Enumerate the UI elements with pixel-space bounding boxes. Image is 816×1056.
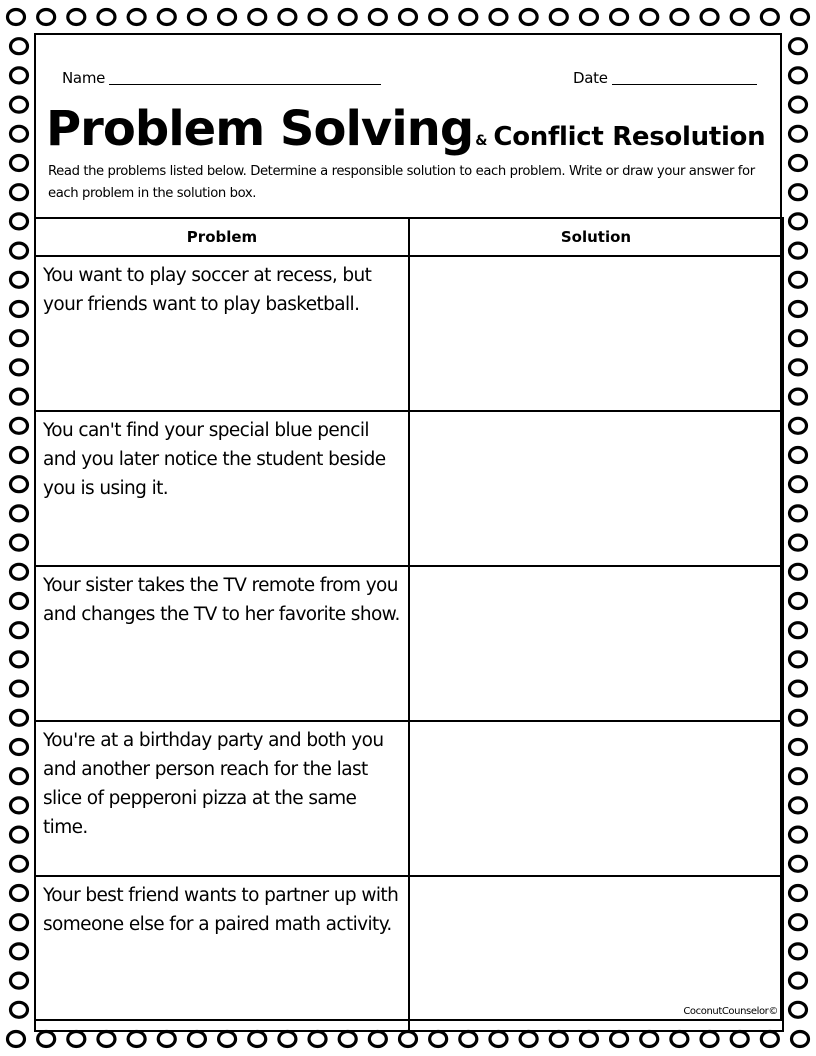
date-field[interactable] (573, 69, 757, 87)
table-row (35, 566, 783, 721)
circle-ring-icon (158, 10, 175, 25)
title-main: Problem Solving (46, 101, 474, 157)
circle-ring-icon (792, 10, 809, 25)
circle-ring-icon (219, 1032, 236, 1047)
circle-ring-icon (11, 272, 28, 287)
circle-ring-icon (11, 769, 28, 784)
circle-ring-icon (490, 10, 507, 25)
circle-ring-icon (11, 448, 28, 463)
circle-ring-icon (790, 39, 807, 54)
circle-ring-icon (790, 827, 807, 842)
circle-ring-icon (68, 10, 85, 25)
circle-ring-icon (400, 10, 417, 25)
date-label: Date (573, 69, 608, 87)
circle-ring-icon (790, 389, 807, 404)
circle-ring-icon (11, 740, 28, 755)
circle-ring-icon (520, 10, 537, 25)
circle-ring-icon (430, 10, 447, 25)
circle-ring-icon (790, 623, 807, 638)
circle-ring-icon (68, 1032, 85, 1047)
circle-ring-icon (790, 769, 807, 784)
problem-cell (35, 721, 409, 876)
circle-ring-icon (11, 389, 28, 404)
problem-text: Your sister takes the TV remote from you and changes the TV to her favorite show. (43, 575, 400, 625)
circle-ring-icon (11, 623, 28, 638)
circle-ring-icon (11, 798, 28, 813)
problem-text: You're at a birthday party and both you and another person reach for the last slice of pepperoni pizza at the same time. (43, 730, 384, 838)
circle-ring-icon (790, 360, 807, 375)
circle-ring-icon (11, 535, 28, 550)
table-row (35, 411, 783, 566)
circle-ring-icon (11, 944, 28, 959)
circle-ring-icon (38, 1032, 55, 1047)
table-row (35, 721, 783, 876)
circle-ring-icon (11, 360, 28, 375)
circle-ring-icon (11, 156, 28, 171)
circle-ring-icon (790, 331, 807, 346)
circle-ring-icon (701, 10, 718, 25)
table-row (35, 876, 783, 1031)
circle-ring-icon (790, 856, 807, 871)
circle-ring-icon (11, 302, 28, 317)
circle-ring-icon (339, 10, 356, 25)
circle-ring-icon (641, 10, 658, 25)
circle-ring-icon (11, 243, 28, 258)
problem-text: Your best friend wants to partner up with someone else for a paired math activity. (43, 885, 399, 935)
problem-cell (35, 566, 409, 721)
circle-ring-icon (550, 10, 567, 25)
circle-ring-icon (580, 10, 597, 25)
circle-ring-icon (128, 1032, 145, 1047)
circle-ring-icon (790, 243, 807, 258)
circle-ring-icon (790, 740, 807, 755)
circle-ring-icon (790, 185, 807, 200)
problem-text: You can't find your special blue pencil and you later notice the student beside you is using it. (43, 420, 386, 499)
circle-ring-icon (309, 10, 326, 25)
circle-ring-icon (11, 652, 28, 667)
circle-ring-icon (11, 886, 28, 901)
circle-ring-icon (11, 477, 28, 492)
circle-ring-icon (790, 448, 807, 463)
circle-ring-icon (279, 10, 296, 25)
circle-ring-icon (11, 214, 28, 229)
circle-ring-icon (8, 1032, 25, 1047)
circle-ring-icon (790, 594, 807, 609)
circle-ring-icon (249, 1032, 266, 1047)
circle-ring-icon (761, 1032, 778, 1047)
circle-ring-icon (430, 1032, 447, 1047)
circle-ring-icon (219, 10, 236, 25)
circle-ring-icon (158, 1032, 175, 1047)
circle-ring-icon (761, 10, 778, 25)
problem-cell (35, 256, 409, 411)
name-blank[interactable] (109, 84, 381, 85)
circle-ring-icon (550, 1032, 567, 1047)
problem-cell (35, 411, 409, 566)
circle-ring-icon (790, 68, 807, 83)
circle-ring-icon (790, 418, 807, 433)
worksheet (34, 33, 782, 1021)
circle-ring-icon (701, 1032, 718, 1047)
circle-ring-icon (790, 477, 807, 492)
circle-ring-icon (611, 1032, 628, 1047)
circle-ring-icon (790, 156, 807, 171)
circle-ring-icon (790, 272, 807, 287)
circle-ring-icon (671, 1032, 688, 1047)
column-header-solution: Solution (409, 218, 783, 256)
circle-ring-icon (98, 1032, 115, 1047)
circle-ring-icon (790, 915, 807, 930)
table-header-row (35, 218, 783, 256)
circle-ring-icon (790, 710, 807, 725)
circle-ring-icon (11, 68, 28, 83)
circle-ring-icon (188, 10, 205, 25)
circle-ring-icon (11, 856, 28, 871)
circle-ring-icon (98, 10, 115, 25)
circle-ring-icon (641, 1032, 658, 1047)
circle-ring-icon (460, 10, 477, 25)
circle-ring-icon (790, 564, 807, 579)
circle-ring-icon (279, 1032, 296, 1047)
circle-ring-icon (11, 97, 28, 112)
circle-ring-icon (11, 915, 28, 930)
circle-ring-icon (11, 827, 28, 842)
circle-ring-icon (11, 681, 28, 696)
circle-ring-icon (38, 10, 55, 25)
circle-ring-icon (790, 798, 807, 813)
circle-ring-icon (11, 418, 28, 433)
circle-ring-icon (731, 10, 748, 25)
page-title (46, 101, 765, 157)
circle-ring-icon (790, 973, 807, 988)
circle-ring-icon (790, 214, 807, 229)
solution-box[interactable] (409, 721, 783, 876)
table-row (35, 256, 783, 411)
title-ampersand: & (475, 133, 488, 149)
name-field[interactable] (62, 69, 381, 87)
circle-ring-icon (790, 126, 807, 141)
circle-ring-icon (790, 886, 807, 901)
circle-ring-icon (11, 331, 28, 346)
circle-ring-icon (369, 10, 386, 25)
copyright-note: CoconutCounselor© (683, 1006, 778, 1017)
circle-ring-icon (11, 126, 28, 141)
solution-box[interactable] (409, 256, 783, 411)
circle-ring-icon (11, 564, 28, 579)
circle-ring-icon (790, 1002, 807, 1017)
title-subtitle: Conflict Resolution (493, 122, 766, 152)
solution-box[interactable] (409, 411, 783, 566)
circle-ring-icon (11, 1002, 28, 1017)
circle-ring-icon (790, 535, 807, 550)
circle-ring-icon (790, 652, 807, 667)
circle-ring-icon (731, 1032, 748, 1047)
circle-ring-icon (792, 1032, 809, 1047)
circle-ring-icon (11, 506, 28, 521)
circle-ring-icon (128, 10, 145, 25)
circle-ring-icon (790, 302, 807, 317)
solution-box[interactable] (409, 566, 783, 721)
problem-text: You want to play soccer at recess, but your friends want to play basketball. (43, 265, 372, 315)
instructions: Read the problems listed below. Determine a responsible solution to each problem. Write or draw your answer for each problem in the solution box. (48, 164, 755, 201)
circle-ring-icon (400, 1032, 417, 1047)
circle-ring-icon (339, 1032, 356, 1047)
problem-solution-table (34, 217, 784, 1032)
circle-ring-icon (11, 39, 28, 54)
circle-ring-icon (309, 1032, 326, 1047)
circle-ring-icon (11, 973, 28, 988)
circle-ring-icon (188, 1032, 205, 1047)
circle-ring-icon (490, 1032, 507, 1047)
circle-ring-icon (11, 710, 28, 725)
circle-ring-icon (790, 97, 807, 112)
circle-ring-icon (11, 185, 28, 200)
circle-ring-icon (790, 681, 807, 696)
column-header-problem: Problem (35, 218, 409, 256)
circle-ring-icon (611, 10, 628, 25)
circle-ring-icon (671, 10, 688, 25)
problem-cell (35, 876, 409, 1031)
circle-ring-icon (8, 10, 25, 25)
circle-ring-icon (790, 944, 807, 959)
circle-ring-icon (790, 506, 807, 521)
name-label: Name (62, 69, 106, 87)
circle-ring-icon (520, 1032, 537, 1047)
circle-ring-icon (249, 10, 266, 25)
circle-ring-icon (11, 594, 28, 609)
circle-ring-icon (460, 1032, 477, 1047)
circle-ring-icon (369, 1032, 386, 1047)
circle-ring-icon (580, 1032, 597, 1047)
date-blank[interactable] (612, 84, 757, 85)
